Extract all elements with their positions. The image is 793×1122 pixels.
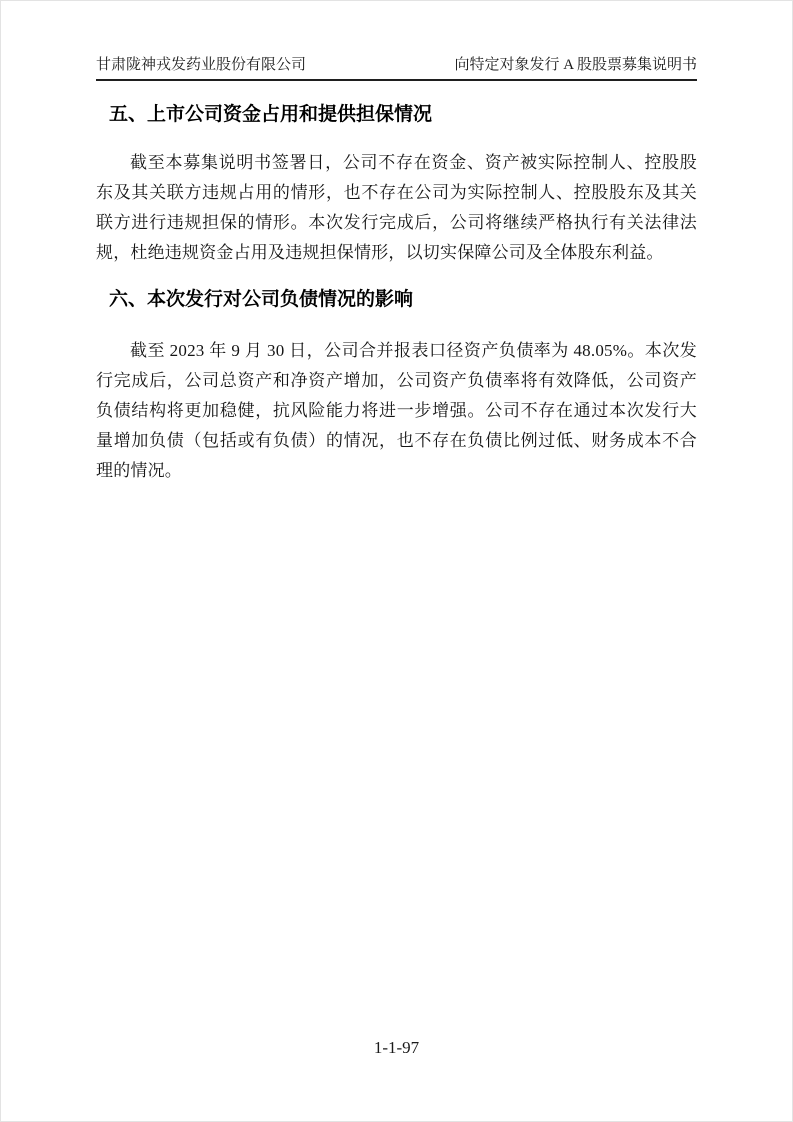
section-heading-debt-impact: 六、本次发行对公司负债情况的影响: [109, 289, 414, 310]
page-footer: [0, 1037, 793, 1059]
paragraph-fund-occupation: 截至本募集说明书签署日，公司不存在资金、资产被实际控制人、控股股东及其关联方违规占用的情形，也不存在公司为实际控制人、控股股东及其关联方进行违规担保的情形。本次发行完成后，公司将继续严格执行有关法律法规，杜绝违规资金占用及违规担保情形，以切实保障公司及全体股东利益。: [96, 153, 697, 262]
header-company-name: 甘肃陇神戎发药业股份有限公司: [96, 57, 307, 73]
page-header: [96, 0, 697, 81]
page-content: [96, 0, 697, 486]
header-document-title: 向特定对象发行 A 股股票募集说明书: [454, 57, 697, 73]
section-heading-fund-occupation: 五、上市公司资金占用和提供担保情况: [109, 104, 433, 125]
page-number: 1-1-97: [373, 1038, 420, 1057]
paragraph-debt-impact: 截至 2023 年 9 月 30 日，公司合并报表口径资产负债率为 48.05%。本次发行完成后，公司总资产和净资产增加，公司资产负债率将有效降低，公司资产负债结构将更加稳健，抗风险能力将进一步增强。公司不存在通过本次发行大量增加负债（包括或有负债）的情况，也不存在负债比例过低、财务成本不合理的情况。: [96, 341, 697, 480]
